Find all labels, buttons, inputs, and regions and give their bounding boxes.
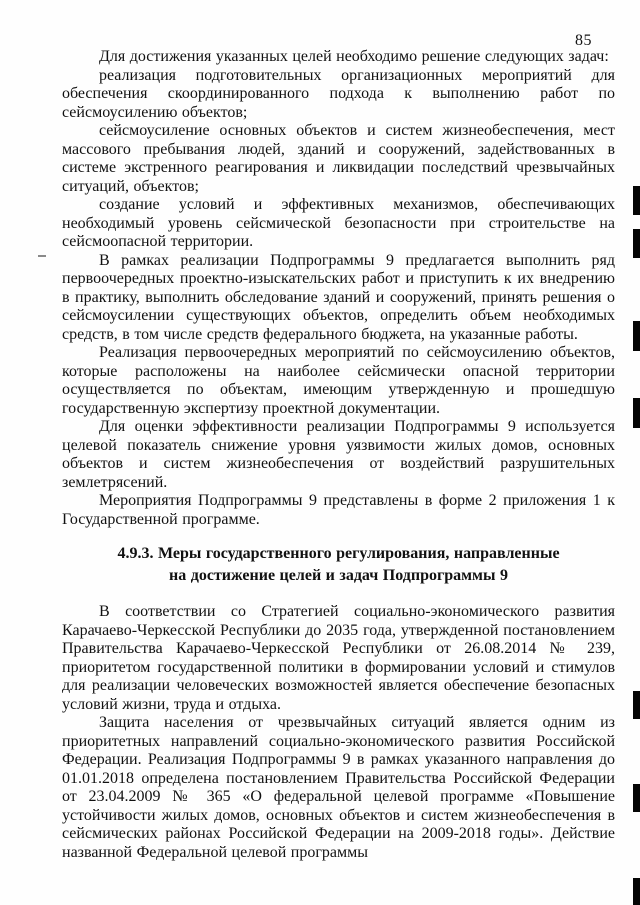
section-heading-line1: 4.9.3. Меры государственного регулирования, направленные: [117, 545, 560, 562]
paragraph-task-preparation: реализация подготовительных организационных мероприятий для обеспечения скоординированного подхода к выполнению работ по сейсмоусилению объектов;: [62, 66, 615, 121]
section-heading-line2: на достижение целей и задач Подпрограммы 9: [169, 567, 508, 584]
paragraph-effectiveness-indicator: Для оценки эффективности реализации Подпрограммы 9 используется целевой показатель снижение уровня уязвимости жилых домов, основных объектов и систем жизнеобеспечения от воздействий разрушительных землетрясений.: [62, 418, 615, 491]
section-heading: [62, 543, 615, 587]
paragraph-federal-program: Защита населения от чрезвычайных ситуаций является одним из приоритетных направлений социально-экономического развития Российской Федерации. Реализация Подпрограммы 9 в рамках указанного направления до 01.01.2018 определена постановлением Правительства Российской Федерации от 23.04.2009 № 365 «О федеральной целевой программе «Повышение устойчивости жилых домов, основных объектов и систем жизнеобеспечения в сейсмических районах Российской Федерации на 2009-2018 годы». Действие названной Федеральной целевой программы: [62, 714, 615, 861]
paragraph-subprogram-scope: В рамках реализации Подпрограммы 9 предлагается выполнить ряд первоочередных проектно-изыскательских работ и приступить к их внедрению в практику, выполнить обследование зданий и сооружений, принять решения о сейсмоусилении существующих объектов, определить объем необходимых средств, в том числе средств федерального бюджета, на указанные работы.: [62, 251, 615, 343]
scan-artifact-mark: [633, 691, 640, 719]
scan-artifact-mark: [633, 229, 640, 258]
paragraph-annex-reference: Мероприятия Подпрограммы 9 представлены в форме 2 приложения 1 к Государственной программе.: [62, 492, 615, 528]
paragraph-priority-implementation: Реализация первоочередных мероприятий по сейсмоусилению объектов, которые расположены на наиболее сейсмически опасной территории осуществляется по объектам, имеющим утвержденную и прошедшую государственную экспертизу проектной документации.: [62, 344, 615, 417]
scan-artifact-mark: [633, 321, 640, 351]
paragraph-task-conditions: создание условий и эффективных механизмов, обеспечивающих необходимый уровень сейсмической безопасности при строительстве на сейсмоопасной территории.: [62, 196, 615, 250]
text-block: [62, 48, 615, 862]
scan-artifact-mark: [633, 186, 640, 215]
page-number: 85: [575, 32, 592, 49]
scan-artifact-mark: [633, 878, 640, 905]
scan-artifact-dash: [38, 255, 46, 257]
paragraph-tasks-intro: Для достижения указанных целей необходимо решение следующих задач:: [99, 48, 609, 65]
scan-artifact-mark: [633, 398, 640, 428]
paragraph-task-seismic-strengthening: сейсмоусиление основных объектов и систем жизнеобеспечения, мест массового пребывания людей, зданий и сооружений, задействованных в системе экстренного реагирования и ликвидации последствий чрезвычайных ситуаций, объектов;: [62, 122, 615, 195]
paragraph-strategy-2035: В соответствии со Стратегией социально-экономического развития Карачаево-Черкесской Республики до 2035 года, утвержденной постановлением Правительства Карачаево-Черкесской Республики от 26.08.2014 № 239, приоритетом государственной политики в формировании условий и стимулов для реализации человеческих возможностей является обеспечение безопасных условий жизни, труда и отдыха.: [62, 603, 615, 713]
scan-artifact-mark: [633, 784, 640, 812]
